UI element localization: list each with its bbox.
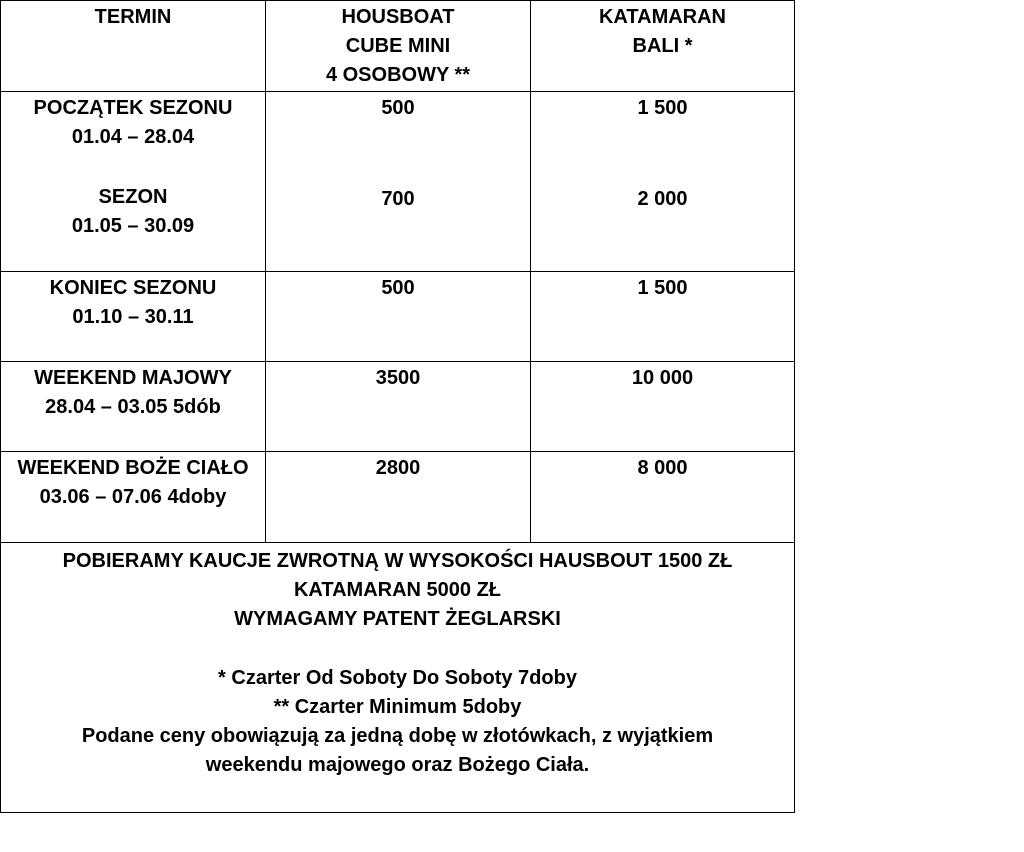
katamaran-price-cell: [531, 362, 795, 452]
table-header-row: [1, 1, 795, 92]
katamaran-price: 1 500: [637, 277, 688, 299]
katamaran-price: 1 500: [637, 97, 688, 119]
header-housboat: [266, 1, 531, 92]
housboat-price: 500: [381, 97, 415, 119]
katamaran-price-cell: [531, 452, 795, 543]
notes-cell: [1, 543, 795, 813]
katamaran-price: 8 000: [637, 457, 688, 479]
footnote-single-star: * Czarter Od Soboty Do Soboty 7doby: [218, 667, 577, 689]
notes-row: [1, 543, 795, 813]
header-katamaran: [531, 1, 795, 92]
housboat-price: 3500: [375, 367, 421, 389]
table-row: [1, 92, 795, 272]
housboat-price: 700: [381, 188, 415, 210]
term-dates: 01.10 – 30.11: [72, 306, 194, 328]
term-name: WEEKEND MAJOWY: [34, 367, 232, 389]
header-housboat-line: CUBE MINI: [345, 35, 451, 57]
header-termin: [1, 1, 266, 92]
patent-note: WYMAGAMY PATENT ŻEGLARSKI: [234, 608, 561, 630]
term-cell: [1, 272, 266, 362]
term-dates: 28.04 – 03.05 5dób: [45, 396, 221, 418]
term-cell: [1, 92, 266, 272]
term-cell: [1, 452, 266, 543]
footnote-double-star: ** Czarter Minimum 5doby: [273, 696, 522, 718]
katamaran-price-cell: [531, 92, 795, 272]
housboat-price-cell: [266, 362, 531, 452]
prices-note: weekendu majowego oraz Bożego Ciała.: [205, 754, 590, 776]
term-name: WEEKEND BOŻE CIAŁO: [17, 457, 249, 479]
housboat-price-cell: [266, 272, 531, 362]
header-termin-label: TERMIN: [94, 6, 172, 28]
housboat-price: 500: [381, 277, 415, 299]
deposit-note: POBIERAMY KAUCJE ZWROTNĄ W WYSOKOŚCI HAUSBOUT 1500 ZŁ: [62, 550, 733, 572]
katamaran-price: 10 000: [631, 367, 694, 389]
prices-note: Podane ceny obowiązują za jedną dobę w złotówkach, z wyjątkiem: [81, 725, 714, 747]
header-katamaran-line: KATAMARAN: [598, 6, 726, 28]
term-dates: 01.05 – 30.09: [71, 215, 195, 237]
katamaran-price: 2 000: [637, 188, 688, 210]
term-name: KONIEC SEZONU: [49, 277, 217, 299]
housboat-price: 2800: [375, 457, 421, 479]
table-row: [1, 452, 795, 543]
header-katamaran-line: BALI *: [632, 35, 693, 57]
term-dates: 03.06 – 07.06 4doby: [39, 486, 227, 508]
katamaran-price-cell: [531, 272, 795, 362]
table-row: [1, 362, 795, 452]
header-housboat-line: HOUSBOAT: [341, 6, 455, 28]
housboat-price-cell: [266, 452, 531, 543]
table-row: [1, 272, 795, 362]
housboat-price-cell: [266, 92, 531, 272]
term-name: SEZON: [98, 186, 168, 208]
term-name: POCZĄTEK SEZONU: [33, 97, 233, 119]
header-housboat-line: 4 OSOBOWY **: [325, 64, 471, 86]
term-dates: 01.04 – 28.04: [71, 126, 195, 148]
deposit-note: KATAMARAN 5000 ZŁ: [293, 579, 502, 601]
term-cell: [1, 362, 266, 452]
